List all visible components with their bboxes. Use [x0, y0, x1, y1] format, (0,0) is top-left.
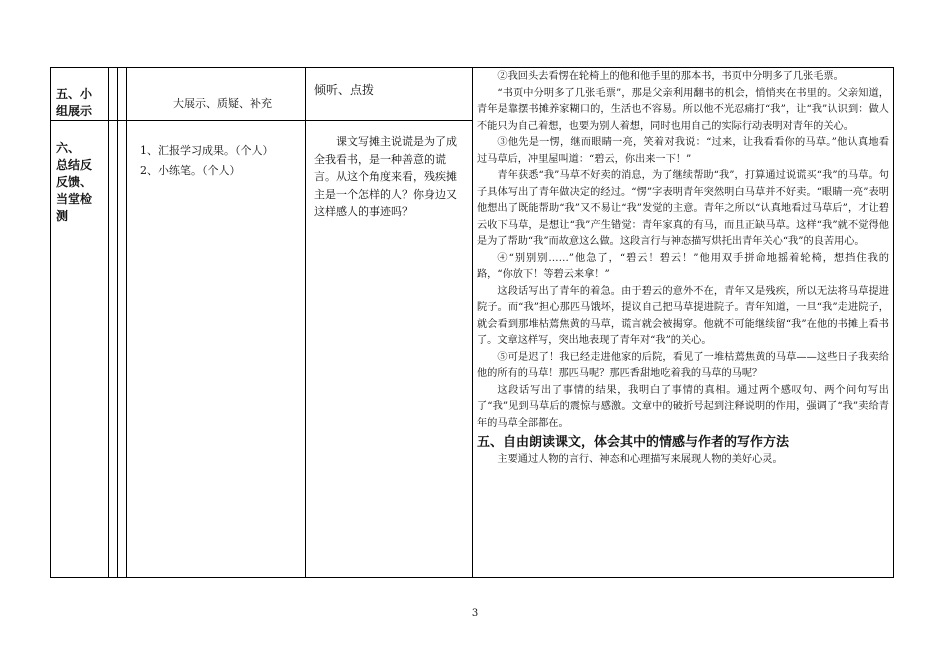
table-divider — [117, 67, 118, 578]
table-divider — [126, 67, 127, 578]
summary-paragraph: 主要通过人物的言行、神态和心理描写来展现人物的美好心灵。 — [497, 454, 783, 465]
list-item: 1、汇报学习成果。（个人） — [140, 144, 274, 157]
paragraph: ⑤可是迟了！我已经走进他家的后院，看见了一堆枯蔫焦黄的马草——这些日子我卖给他的所有的马草！那匹马呢？那匹香甜地吃着我的马草的马呢？ — [477, 351, 889, 379]
table-divider — [472, 67, 473, 578]
reading-analysis — [477, 69, 889, 469]
teacher-question: 课文写摊主说谎是为了成全我看书，是一种善意的谎言。从这个角度来看，残疾摊主是一个怎样的人？你身边又这样感人的事迹吗？ — [314, 135, 457, 218]
page-number: 3 — [471, 608, 479, 619]
label-line: 六、 — [56, 141, 81, 155]
label-line: 五、小 — [56, 87, 93, 101]
section-label-group-display — [56, 86, 108, 120]
label-line: 当堂检 — [56, 192, 93, 206]
paragraph: 这段话写出了青年的着急。由于碧云的意外不在，青年又是残疾，所以无法将马草提进院子。而“我”担心那匹马饿坏，提议自己把马草提进院子。青年知道，一旦“我”走进院子，就会看到那堆枯蔫焦黄的马草，谎言就会被揭穿。他就不可能继续留“我”在他的书摊上看书了。文章这样写，突出地表现了青年对“我”的关心。 — [477, 285, 889, 346]
paragraph: ③他先是一愣，继而眼睛一亮，笑着对我说：“过来，让我看看你的马草。”他认真地看过马草后，冲里屋叫道：“碧云，你出来一下！” — [477, 137, 889, 165]
table-divider — [108, 67, 109, 578]
label-line: 组展示 — [56, 104, 93, 118]
paragraph: 青年获悉“我”马草不好卖的消息，为了继续帮助“我”，打算通过说谎买“我”的马草。句子具体写出了青年做决定的经过。“愣”字表明青年突然明白马草并不好卖。“眼睛一亮”表明他想出了既能帮助“我”又不易让“我”发觉的主意。青年之所以“认真地看过马草后”，才让碧云收下马草，是想让“我”产生错觉：青年家真的有马，而且正缺马草。这样“我”就不觉得他是为了帮助“我”而故意这么做。这段言行与神态描写烘托出青年关心“我”的良苦用心。 — [477, 170, 889, 247]
list-item: 2、小练笔。（个人） — [140, 164, 241, 177]
activity-list — [140, 141, 274, 181]
teacher-text: 倾听、点拨 — [314, 83, 375, 97]
label-line: 总结反 — [56, 158, 93, 172]
table-divider — [305, 67, 306, 578]
paragraph: ④“别别别……”他急了，“碧云！碧云！”他用双手拼命地摇着轮椅，想挡住我的路，“你放下！等碧云来拿！” — [477, 252, 889, 280]
label-line: 反馈、 — [56, 175, 93, 189]
paragraph: 这段话写出了事情的结果，我明白了事情的真相。通过两个感叹句、两个问句写出了“我”见到马草后的震惊与感激。文章中的破折号起到注释说明的作用，强调了“我”卖给青年的马草全部都在。 — [477, 384, 889, 429]
paragraph: ②我回头去看愣在轮椅上的他和他手里的那本书，书页中分明多了几张毛票。 — [497, 71, 844, 82]
section-heading: 五、自由朗读课文，体会其中的情感与作者的写作方法 — [477, 435, 790, 450]
section-label-summary — [56, 140, 108, 225]
row-divider — [50, 120, 472, 121]
activity-text: 大展示、质疑、补充 — [173, 97, 272, 110]
paragraph: “书页中分明多了几张毛票”，那是父亲利用翻书的机会，悄悄夹在书里的。父亲知道，青年是靠摆书摊养家糊口的，生活也不容易。所以他不光忍痛打“我”，让“我”认识到：做人不能只为自己着想，也要为别人着想，同时也用自己的实际行动表明对青年的关心。 — [477, 87, 889, 132]
label-line: 测 — [56, 209, 69, 223]
